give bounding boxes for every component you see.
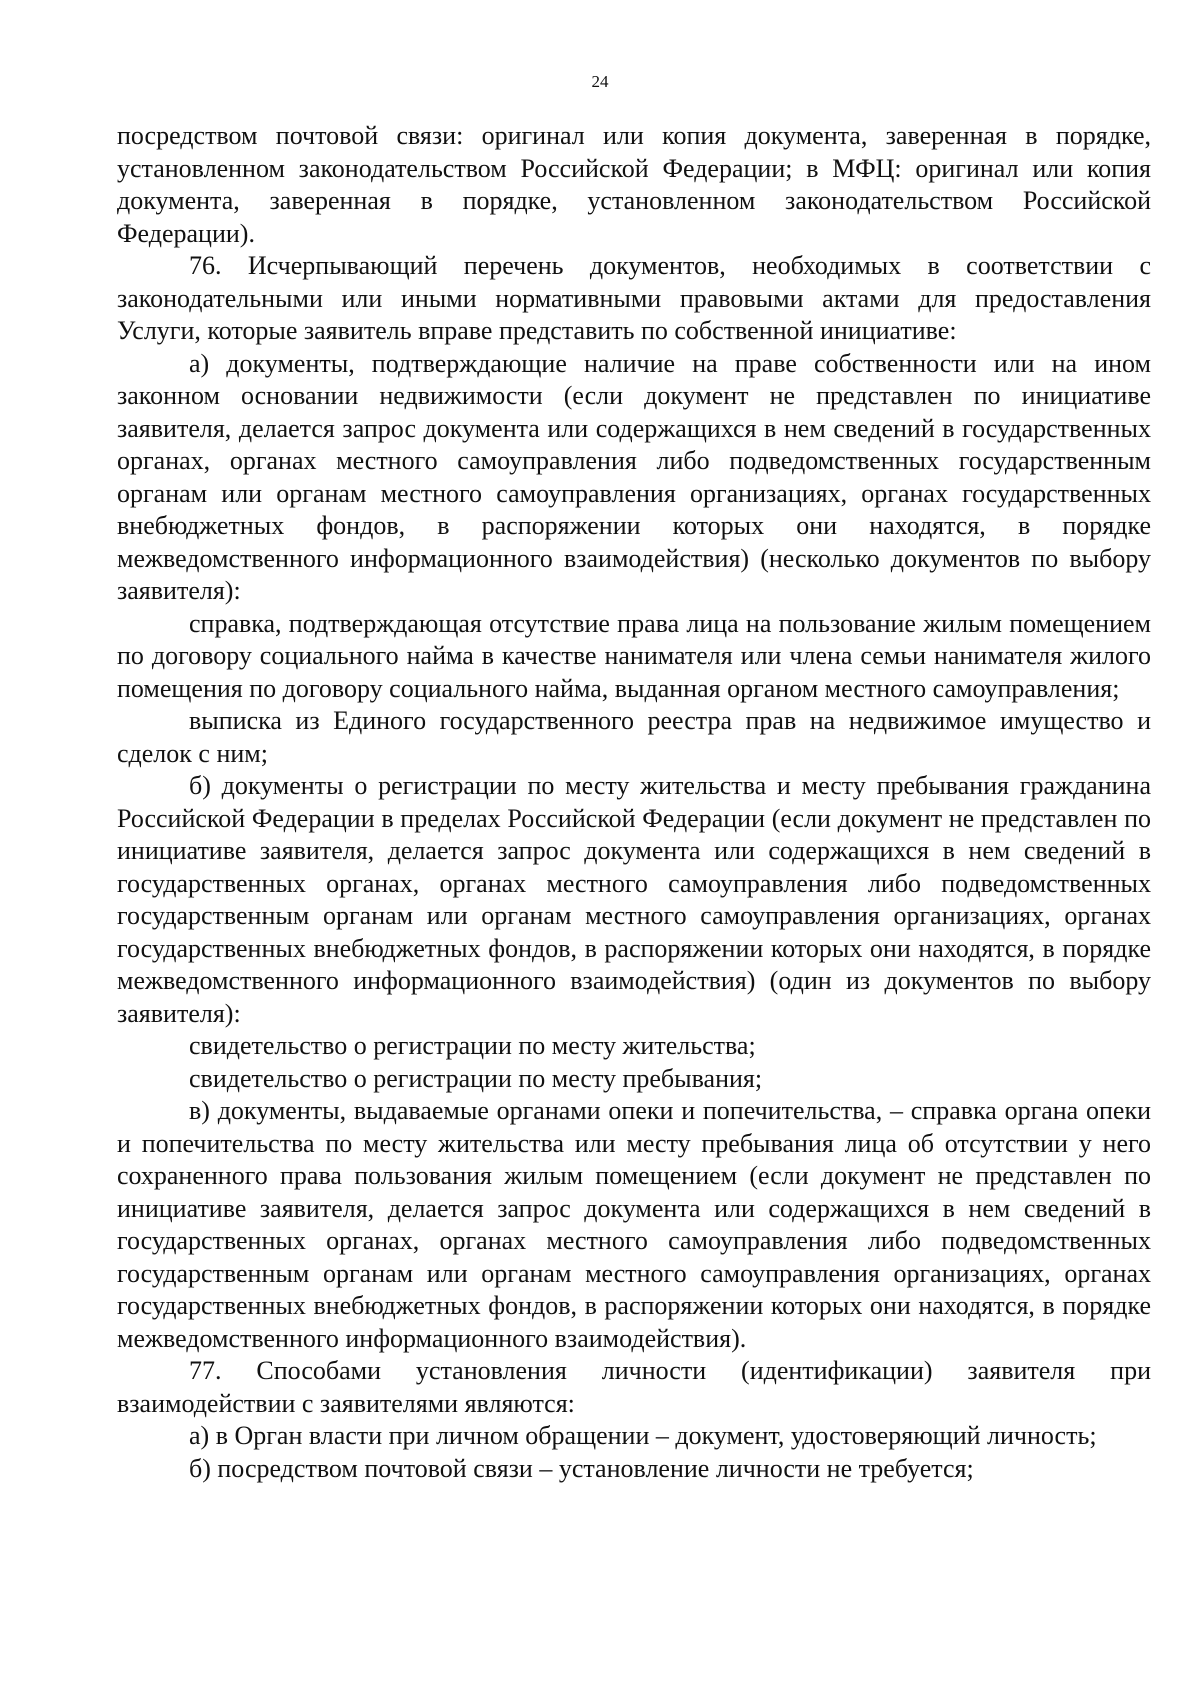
paragraph-item-77-a: а) в Орган власти при личном обращении – документ, удостоверяющий личность; — [189, 1421, 1097, 1450]
document-body — [117, 120, 1151, 1485]
paragraph-item-76-a: а) документы, подтверждающие наличие на праве собственности или на ином законном основании недвижимости (если документ не представлен по инициативе заявителя, делается запрос документа или содержащихся в нем сведений в государственных органах, органах местного самоуправления либо подведомственных государственным органам или органам местного самоуправления организациях, органах государственных внебюджетных фондов, в распоряжении которых они находятся, в порядке межведомственного информационного взаимодействия) (несколько документов по выбору заявителя): — [117, 348, 1151, 605]
paragraph-item-77: 77. Способами установления личности (идентификации) заявителя при взаимодействии с заявителями являются: — [117, 1356, 1151, 1418]
page-number: 24 — [591, 72, 609, 91]
paragraph-registry-extract: выписка из Единого государственного реестра прав на недвижимое имущество и сделок с ним; — [117, 706, 1151, 768]
paragraph-certificate-housing: справка, подтверждающая отсутствие права лица на пользование жилым помещением по договору социального найма в качестве нанимателя или члена семьи нанимателя жилого помещения по договору социального найма, выданная органом местного самоуправления; — [117, 608, 1151, 703]
paragraph-continuation: посредством почтовой связи: оригинал или копия документа, заверенная в порядке, установленном законодательством Российской Федерации; в МФЦ: оригинал или копия документа, заверенная в порядке, установленном законодательством Российской Федерации). — [117, 121, 1151, 248]
paragraph-stay-certificate: свидетельство о регистрации по месту пребывания; — [189, 1063, 763, 1093]
paragraph-residence-certificate: свидетельство о регистрации по месту жительства; — [189, 1031, 756, 1060]
paragraph-item-76-b: б) документы о регистрации по месту жительства и месту пребывания гражданина Российской Федерации в пределах Российской Федерации (если документ не представлен по инициативе заявителя, делается запрос документа или содержащихся в нем сведений в государственных органах, органах местного самоуправления либо подведомственных государственным органам или органам местного самоуправления организациях, органах государственных внебюджетных фондов, в распоряжении которых они находятся, в порядке межведомственного информационного взаимодействия) (один из документов по выбору заявителя): — [117, 771, 1151, 1028]
paragraph-item-76-v: в) документы, выдаваемые органами опеки и попечительства, – справка органа опеки и попечительства по месту жительства или месту пребывания лица об отсутствии у него сохраненного права пользования жилым помещением (если документ не представлен по инициативе заявителя, делается запрос документа или содержащихся в нем сведений в государственных органах, органах местного самоуправления либо подведомственных государственным органам или органам местного самоуправления организациях, органах государственных внебюджетных фондов, в распоряжении которых они находятся, в порядке межведомственного информационного взаимодействия). — [117, 1096, 1151, 1353]
paragraph-item-77-b: б) посредством почтовой связи – установление личности не требуется; — [189, 1453, 974, 1483]
paragraph-item-76: 76. Исчерпывающий перечень документов, необходимых в соответствии с законодательными или иными нормативными правовыми актами для предоставления Услуги, которые заявитель вправе представить по собственной инициативе: — [117, 251, 1151, 345]
